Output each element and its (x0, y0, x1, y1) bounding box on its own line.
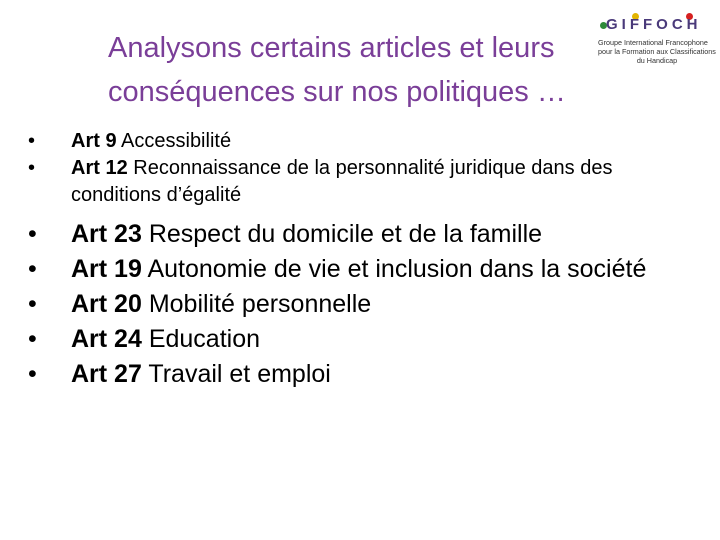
article-number: Art 20 (71, 290, 142, 318)
article-number: Art 23 (71, 220, 142, 248)
list-item (28, 322, 708, 357)
list-item (28, 357, 708, 392)
article-number: Art 9 (71, 130, 117, 152)
list-item (28, 155, 708, 209)
logo-subtitle-line-1: Groupe International Francophone (598, 38, 708, 47)
article-list (28, 128, 708, 392)
logo-subtitle-line-3: du Handicap (636, 56, 678, 65)
bullet-dot: • (28, 360, 37, 388)
article-title: Accessibilité (116, 130, 232, 152)
list-item (28, 287, 708, 322)
article-title: Autonomie de vie et inclusion dans la société (141, 255, 647, 283)
bullet-dot: • (28, 220, 37, 248)
bullet-dot: • (28, 290, 37, 318)
article-number: Art 12 (71, 157, 128, 179)
logo-subtitle (598, 38, 716, 65)
bullet-dot: • (28, 157, 36, 179)
list-item (28, 128, 708, 155)
article-title: Mobilité personnelle (141, 290, 372, 318)
slide-title (108, 26, 668, 114)
bullet-dot: • (28, 255, 37, 283)
logo-subtitle-line-2: pour la Formation aux Classifications (598, 47, 716, 56)
list-item (28, 217, 708, 252)
title-line-2: conséquences sur nos politiques … (108, 76, 566, 108)
title-line-1: Analysons certains articles et leurs (108, 32, 555, 64)
article-title: Education (141, 325, 261, 353)
article-number: Art 19 (71, 255, 142, 283)
article-title: Travail et emploi (141, 360, 331, 388)
giffoch-logo (592, 12, 716, 72)
bullet-dot: • (28, 325, 37, 353)
article-title: Respect du domicile et de la famille (141, 220, 543, 248)
article-number: Art 24 (71, 325, 142, 353)
article-number: Art 27 (71, 360, 142, 388)
bullet-dot: • (28, 130, 36, 152)
article-title: Reconnaissance de la personnalité juridique dans des conditions d’égalité (71, 157, 613, 206)
list-item (28, 252, 708, 287)
logo-wordmark: GIFFOCH (606, 16, 702, 33)
